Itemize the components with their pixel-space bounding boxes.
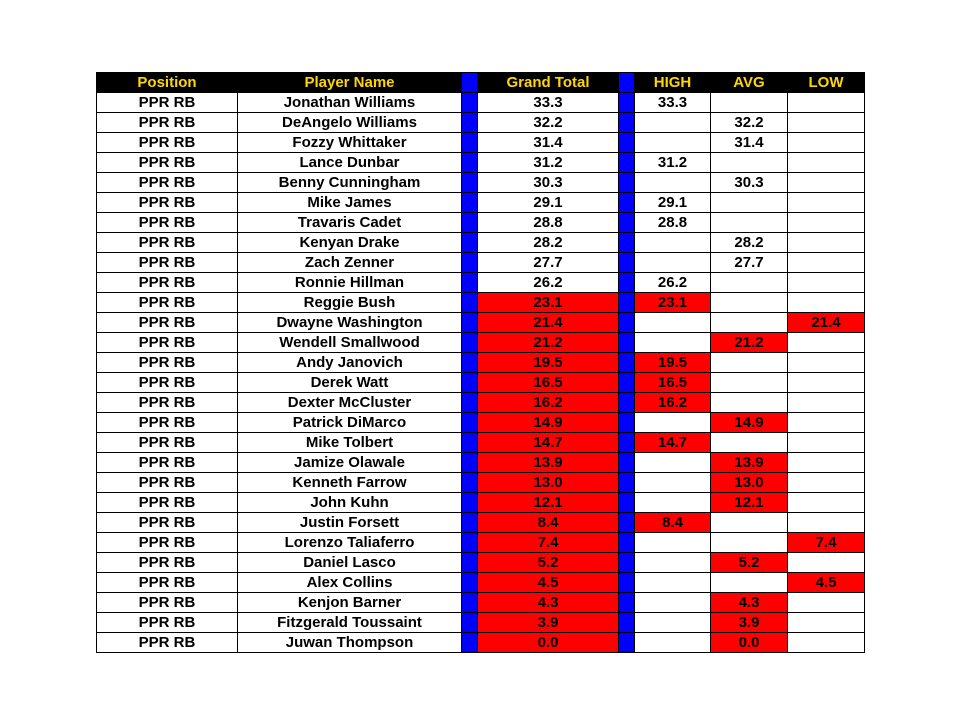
- separator-column: [619, 633, 635, 653]
- table-row: [97, 453, 865, 473]
- table-row: [97, 553, 865, 573]
- separator-column: [462, 133, 478, 153]
- cell-position: PPR RB: [97, 353, 238, 373]
- cell-player-name: Kenjon Barner: [238, 593, 462, 613]
- cell-high: [635, 113, 711, 133]
- cell-grand-total: 21.4: [478, 313, 619, 333]
- cell-avg: [711, 293, 788, 313]
- separator-column: [619, 173, 635, 193]
- separator-column: [462, 593, 478, 613]
- cell-player-name: Lance Dunbar: [238, 153, 462, 173]
- cell-player-name: Mike James: [238, 193, 462, 213]
- cell-high: [635, 473, 711, 493]
- cell-player-name: DeAngelo Williams: [238, 113, 462, 133]
- table-body: [97, 93, 865, 653]
- cell-position: PPR RB: [97, 333, 238, 353]
- header-row: [97, 73, 865, 93]
- separator-column: [462, 513, 478, 533]
- cell-low: [788, 113, 865, 133]
- cell-player-name: Wendell Smallwood: [238, 333, 462, 353]
- cell-avg: 5.2: [711, 553, 788, 573]
- separator-column: [619, 473, 635, 493]
- cell-position: PPR RB: [97, 313, 238, 333]
- separator-column: [462, 333, 478, 353]
- separator-column: [619, 573, 635, 593]
- cell-avg: 13.9: [711, 453, 788, 473]
- separator-column: [619, 533, 635, 553]
- cell-avg: 31.4: [711, 133, 788, 153]
- cell-low: [788, 553, 865, 573]
- cell-high: [635, 533, 711, 553]
- table-row: [97, 153, 865, 173]
- header-high: HIGH: [635, 73, 711, 93]
- cell-low: [788, 353, 865, 373]
- cell-player-name: Kenneth Farrow: [238, 473, 462, 493]
- cell-avg: 32.2: [711, 113, 788, 133]
- separator-column: [462, 373, 478, 393]
- cell-low: [788, 433, 865, 453]
- separator-column: [619, 193, 635, 213]
- header-player-name: Player Name: [238, 73, 462, 93]
- cell-player-name: Zach Zenner: [238, 253, 462, 273]
- cell-avg: [711, 573, 788, 593]
- separator-column: [462, 573, 478, 593]
- cell-low: [788, 173, 865, 193]
- cell-low: [788, 493, 865, 513]
- cell-player-name: John Kuhn: [238, 493, 462, 513]
- cell-grand-total: 16.5: [478, 373, 619, 393]
- cell-high: [635, 493, 711, 513]
- cell-avg: 4.3: [711, 593, 788, 613]
- cell-low: [788, 213, 865, 233]
- cell-high: 14.7: [635, 433, 711, 453]
- cell-avg: [711, 433, 788, 453]
- cell-low: [788, 613, 865, 633]
- table-row: [97, 313, 865, 333]
- cell-position: PPR RB: [97, 553, 238, 573]
- cell-low: 7.4: [788, 533, 865, 553]
- cell-position: PPR RB: [97, 153, 238, 173]
- separator-column: [619, 593, 635, 613]
- cell-low: 21.4: [788, 313, 865, 333]
- cell-grand-total: 3.9: [478, 613, 619, 633]
- separator-column: [462, 493, 478, 513]
- cell-avg: 27.7: [711, 253, 788, 273]
- cell-grand-total: 5.2: [478, 553, 619, 573]
- cell-grand-total: 23.1: [478, 293, 619, 313]
- table-row: [97, 613, 865, 633]
- cell-position: PPR RB: [97, 633, 238, 653]
- cell-high: [635, 593, 711, 613]
- cell-grand-total: 29.1: [478, 193, 619, 213]
- cell-grand-total: 12.1: [478, 493, 619, 513]
- cell-low: 4.5: [788, 573, 865, 593]
- cell-high: 23.1: [635, 293, 711, 313]
- separator-column: [619, 233, 635, 253]
- table-row: [97, 293, 865, 313]
- cell-grand-total: 30.3: [478, 173, 619, 193]
- cell-player-name: Justin Forsett: [238, 513, 462, 533]
- table-row: [97, 133, 865, 153]
- cell-player-name: Dexter McCluster: [238, 393, 462, 413]
- separator-column: [619, 133, 635, 153]
- header-low: LOW: [788, 73, 865, 93]
- separator-column: [619, 73, 635, 93]
- cell-position: PPR RB: [97, 453, 238, 473]
- cell-avg: [711, 353, 788, 373]
- cell-grand-total: 26.2: [478, 273, 619, 293]
- cell-position: PPR RB: [97, 593, 238, 613]
- cell-high: 33.3: [635, 93, 711, 113]
- separator-column: [619, 553, 635, 573]
- cell-player-name: Mike Tolbert: [238, 433, 462, 453]
- cell-low: [788, 193, 865, 213]
- cell-player-name: Lorenzo Taliaferro: [238, 533, 462, 553]
- header-grand-total: Grand Total: [478, 73, 619, 93]
- separator-column: [462, 213, 478, 233]
- table-row: [97, 573, 865, 593]
- table-row: [97, 593, 865, 613]
- cell-grand-total: 8.4: [478, 513, 619, 533]
- cell-grand-total: 28.2: [478, 233, 619, 253]
- cell-high: [635, 133, 711, 153]
- table-row: [97, 253, 865, 273]
- table-row: [97, 333, 865, 353]
- header-position: Position: [97, 73, 238, 93]
- cell-low: [788, 333, 865, 353]
- cell-position: PPR RB: [97, 433, 238, 453]
- cell-low: [788, 513, 865, 533]
- cell-position: PPR RB: [97, 93, 238, 113]
- cell-high: 29.1: [635, 193, 711, 213]
- separator-column: [462, 233, 478, 253]
- separator-column: [462, 273, 478, 293]
- cell-avg: [711, 93, 788, 113]
- table-row: [97, 633, 865, 653]
- cell-grand-total: 19.5: [478, 353, 619, 373]
- cell-grand-total: 4.5: [478, 573, 619, 593]
- table-row: [97, 233, 865, 253]
- cell-avg: [711, 273, 788, 293]
- cell-position: PPR RB: [97, 233, 238, 253]
- separator-column: [462, 113, 478, 133]
- separator-column: [462, 413, 478, 433]
- table-row: [97, 413, 865, 433]
- cell-player-name: Travaris Cadet: [238, 213, 462, 233]
- cell-position: PPR RB: [97, 493, 238, 513]
- separator-column: [462, 313, 478, 333]
- cell-player-name: Jonathan Williams: [238, 93, 462, 113]
- cell-grand-total: 31.2: [478, 153, 619, 173]
- cell-avg: [711, 373, 788, 393]
- cell-avg: [711, 153, 788, 173]
- cell-position: PPR RB: [97, 513, 238, 533]
- separator-column: [619, 333, 635, 353]
- separator-column: [619, 513, 635, 533]
- cell-grand-total: 13.0: [478, 473, 619, 493]
- cell-player-name: Dwayne Washington: [238, 313, 462, 333]
- cell-grand-total: 0.0: [478, 633, 619, 653]
- cell-high: [635, 173, 711, 193]
- cell-avg: 12.1: [711, 493, 788, 513]
- cell-position: PPR RB: [97, 473, 238, 493]
- cell-high: 8.4: [635, 513, 711, 533]
- cell-grand-total: 13.9: [478, 453, 619, 473]
- cell-avg: 3.9: [711, 613, 788, 633]
- cell-low: [788, 233, 865, 253]
- table-row: [97, 433, 865, 453]
- table-row: [97, 493, 865, 513]
- cell-low: [788, 593, 865, 613]
- cell-player-name: Patrick DiMarco: [238, 413, 462, 433]
- cell-low: [788, 633, 865, 653]
- cell-player-name: Ronnie Hillman: [238, 273, 462, 293]
- table-row: [97, 193, 865, 213]
- separator-column: [462, 153, 478, 173]
- cell-avg: 14.9: [711, 413, 788, 433]
- cell-high: [635, 573, 711, 593]
- cell-low: [788, 293, 865, 313]
- table-row: [97, 273, 865, 293]
- cell-player-name: Reggie Bush: [238, 293, 462, 313]
- cell-high: [635, 333, 711, 353]
- separator-column: [619, 373, 635, 393]
- cell-high: [635, 553, 711, 573]
- table-row: [97, 93, 865, 113]
- cell-avg: 0.0: [711, 633, 788, 653]
- separator-column: [462, 633, 478, 653]
- separator-column: [619, 153, 635, 173]
- table-row: [97, 533, 865, 553]
- separator-column: [462, 553, 478, 573]
- separator-column: [619, 453, 635, 473]
- cell-position: PPR RB: [97, 133, 238, 153]
- cell-player-name: Fitzgerald Toussaint: [238, 613, 462, 633]
- cell-low: [788, 253, 865, 273]
- cell-avg: [711, 393, 788, 413]
- cell-player-name: Daniel Lasco: [238, 553, 462, 573]
- separator-column: [462, 393, 478, 413]
- cell-high: 16.5: [635, 373, 711, 393]
- cell-high: [635, 313, 711, 333]
- cell-grand-total: 31.4: [478, 133, 619, 153]
- separator-column: [462, 293, 478, 313]
- cell-high: [635, 233, 711, 253]
- cell-player-name: Jamize Olawale: [238, 453, 462, 473]
- separator-column: [462, 473, 478, 493]
- cell-position: PPR RB: [97, 253, 238, 273]
- cell-avg: [711, 533, 788, 553]
- cell-high: [635, 613, 711, 633]
- cell-position: PPR RB: [97, 113, 238, 133]
- cell-grand-total: 16.2: [478, 393, 619, 413]
- table-row: [97, 353, 865, 373]
- cell-position: PPR RB: [97, 173, 238, 193]
- cell-player-name: Juwan Thompson: [238, 633, 462, 653]
- cell-avg: 28.2: [711, 233, 788, 253]
- cell-player-name: Andy Janovich: [238, 353, 462, 373]
- cell-grand-total: 21.2: [478, 333, 619, 353]
- table-row: [97, 213, 865, 233]
- separator-column: [462, 613, 478, 633]
- cell-avg: [711, 513, 788, 533]
- cell-position: PPR RB: [97, 193, 238, 213]
- cell-low: [788, 393, 865, 413]
- cell-grand-total: 28.8: [478, 213, 619, 233]
- cell-avg: [711, 193, 788, 213]
- cell-high: [635, 413, 711, 433]
- cell-player-name: Fozzy Whittaker: [238, 133, 462, 153]
- cell-player-name: Kenyan Drake: [238, 233, 462, 253]
- separator-column: [462, 353, 478, 373]
- cell-low: [788, 413, 865, 433]
- cell-high: [635, 633, 711, 653]
- rankings-table: [96, 72, 865, 653]
- cell-position: PPR RB: [97, 413, 238, 433]
- cell-high: 26.2: [635, 273, 711, 293]
- cell-low: [788, 453, 865, 473]
- cell-low: [788, 273, 865, 293]
- cell-avg: 13.0: [711, 473, 788, 493]
- cell-position: PPR RB: [97, 613, 238, 633]
- cell-player-name: Derek Watt: [238, 373, 462, 393]
- separator-column: [619, 413, 635, 433]
- separator-column: [619, 313, 635, 333]
- table-row: [97, 113, 865, 133]
- cell-player-name: Alex Collins: [238, 573, 462, 593]
- cell-low: [788, 133, 865, 153]
- table-row: [97, 173, 865, 193]
- separator-column: [462, 93, 478, 113]
- cell-grand-total: 7.4: [478, 533, 619, 553]
- cell-position: PPR RB: [97, 573, 238, 593]
- separator-column: [619, 93, 635, 113]
- cell-grand-total: 14.7: [478, 433, 619, 453]
- cell-low: [788, 473, 865, 493]
- cell-grand-total: 4.3: [478, 593, 619, 613]
- separator-column: [462, 433, 478, 453]
- cell-high: [635, 253, 711, 273]
- separator-column: [619, 293, 635, 313]
- table-row: [97, 393, 865, 413]
- separator-column: [462, 253, 478, 273]
- cell-position: PPR RB: [97, 373, 238, 393]
- cell-position: PPR RB: [97, 213, 238, 233]
- cell-position: PPR RB: [97, 293, 238, 313]
- cell-avg: 30.3: [711, 173, 788, 193]
- separator-column: [619, 213, 635, 233]
- cell-high: 28.8: [635, 213, 711, 233]
- cell-low: [788, 153, 865, 173]
- cell-grand-total: 33.3: [478, 93, 619, 113]
- header-avg: AVG: [711, 73, 788, 93]
- separator-column: [462, 533, 478, 553]
- cell-high: 16.2: [635, 393, 711, 413]
- table-row: [97, 373, 865, 393]
- cell-avg: [711, 213, 788, 233]
- cell-avg: 21.2: [711, 333, 788, 353]
- cell-low: [788, 373, 865, 393]
- table-row: [97, 473, 865, 493]
- separator-column: [619, 353, 635, 373]
- separator-column: [462, 193, 478, 213]
- cell-avg: [711, 313, 788, 333]
- separator-column: [462, 73, 478, 93]
- cell-high: [635, 453, 711, 473]
- separator-column: [462, 453, 478, 473]
- separator-column: [462, 173, 478, 193]
- cell-high: 31.2: [635, 153, 711, 173]
- separator-column: [619, 273, 635, 293]
- separator-column: [619, 433, 635, 453]
- separator-column: [619, 493, 635, 513]
- cell-player-name: Benny Cunningham: [238, 173, 462, 193]
- cell-position: PPR RB: [97, 533, 238, 553]
- separator-column: [619, 613, 635, 633]
- separator-column: [619, 253, 635, 273]
- cell-high: 19.5: [635, 353, 711, 373]
- cell-low: [788, 93, 865, 113]
- separator-column: [619, 113, 635, 133]
- cell-grand-total: 27.7: [478, 253, 619, 273]
- cell-grand-total: 32.2: [478, 113, 619, 133]
- cell-grand-total: 14.9: [478, 413, 619, 433]
- separator-column: [619, 393, 635, 413]
- cell-position: PPR RB: [97, 273, 238, 293]
- table-row: [97, 513, 865, 533]
- cell-position: PPR RB: [97, 393, 238, 413]
